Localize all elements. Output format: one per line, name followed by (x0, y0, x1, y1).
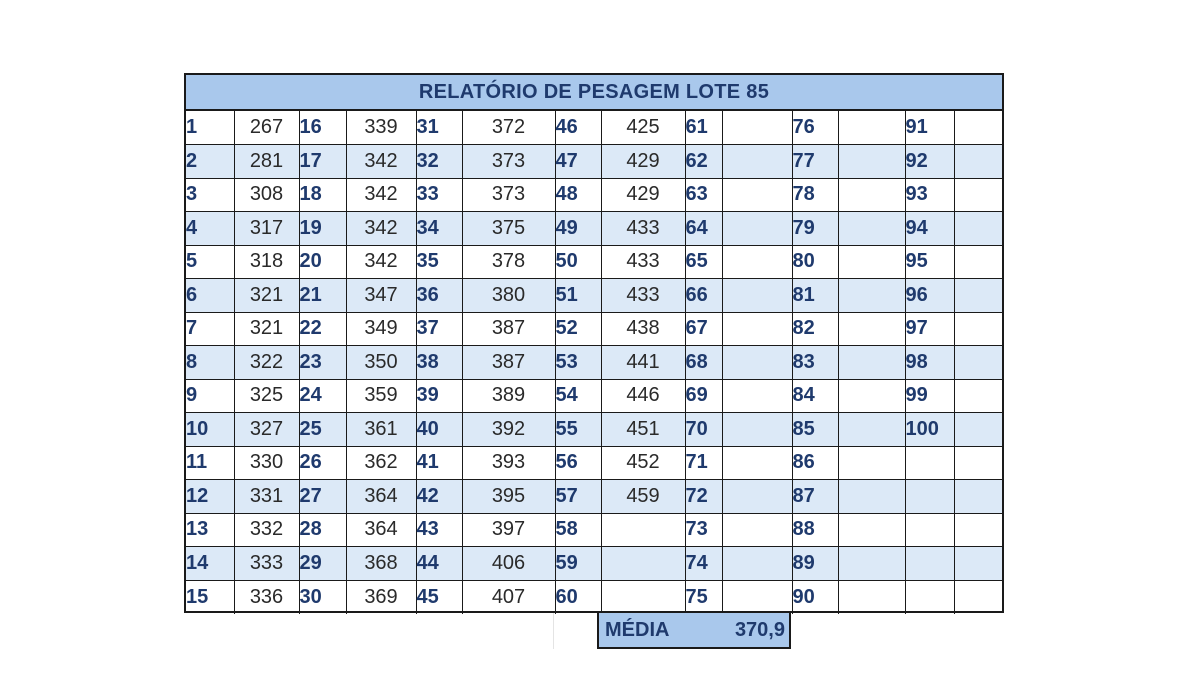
weight-cell[interactable]: 364 (346, 480, 416, 514)
weight-cell[interactable]: 308 (234, 178, 299, 212)
item-number-cell[interactable]: 10 (186, 413, 234, 447)
table-row (186, 513, 1002, 547)
weight-cell[interactable]: 349 (346, 312, 416, 346)
item-number-cell[interactable]: 85 (792, 413, 838, 447)
item-number-cell[interactable] (905, 547, 954, 581)
item-number-cell[interactable]: 41 (416, 446, 462, 480)
item-number-cell[interactable]: 36 (416, 279, 462, 313)
item-number-cell[interactable]: 46 (555, 111, 601, 145)
item-number-cell[interactable] (905, 580, 954, 614)
item-number-cell[interactable] (905, 480, 954, 514)
item-number-cell[interactable]: 19 (299, 212, 346, 246)
table-row (186, 212, 1002, 246)
weighing-report-table (184, 73, 1004, 613)
item-number-cell[interactable]: 69 (685, 379, 722, 413)
item-number-cell[interactable]: 86 (792, 446, 838, 480)
weight-cell[interactable]: 433 (601, 212, 685, 246)
table-row (186, 413, 1002, 447)
weight-cell[interactable] (954, 379, 1002, 413)
item-number-cell[interactable]: 72 (685, 480, 722, 514)
item-number-cell[interactable]: 96 (905, 279, 954, 313)
weight-cell[interactable]: 459 (601, 480, 685, 514)
weight-cell[interactable]: 359 (346, 379, 416, 413)
item-number-cell[interactable]: 64 (685, 212, 722, 246)
weight-cell[interactable] (954, 212, 1002, 246)
weight-cell[interactable]: 325 (234, 379, 299, 413)
item-number-cell[interactable]: 56 (555, 446, 601, 480)
weight-cell[interactable]: 395 (462, 480, 555, 514)
weight-cell[interactable]: 392 (462, 413, 555, 447)
weight-cell[interactable]: 339 (346, 111, 416, 145)
item-number-cell[interactable]: 52 (555, 312, 601, 346)
weight-cell[interactable]: 429 (601, 145, 685, 179)
weight-cell[interactable] (838, 547, 905, 581)
weight-cell[interactable]: 318 (234, 245, 299, 279)
item-number-cell[interactable]: 90 (792, 580, 838, 614)
weight-cell[interactable] (838, 245, 905, 279)
item-number-cell[interactable]: 91 (905, 111, 954, 145)
weight-cell[interactable]: 452 (601, 446, 685, 480)
weight-cell[interactable] (954, 178, 1002, 212)
item-number-cell[interactable]: 92 (905, 145, 954, 179)
table-row (186, 178, 1002, 212)
weight-cell[interactable] (722, 279, 792, 313)
weight-cell[interactable]: 380 (462, 279, 555, 313)
weight-cell[interactable] (954, 580, 1002, 614)
item-number-cell[interactable]: 11 (186, 446, 234, 480)
weight-cell[interactable] (722, 245, 792, 279)
item-number-cell[interactable]: 8 (186, 346, 234, 380)
item-number-cell[interactable]: 73 (685, 513, 722, 547)
item-number-cell[interactable]: 22 (299, 312, 346, 346)
weight-cell[interactable] (954, 111, 1002, 145)
table-row (186, 111, 1002, 145)
weight-cell[interactable]: 342 (346, 212, 416, 246)
weight-cell[interactable]: 407 (462, 580, 555, 614)
weight-cell[interactable]: 387 (462, 312, 555, 346)
weight-cell[interactable]: 322 (234, 346, 299, 380)
item-number-cell[interactable]: 54 (555, 379, 601, 413)
item-number-cell[interactable]: 29 (299, 547, 346, 581)
weight-cell[interactable]: 321 (234, 312, 299, 346)
item-number-cell[interactable]: 20 (299, 245, 346, 279)
item-number-cell[interactable]: 16 (299, 111, 346, 145)
item-number-cell[interactable]: 37 (416, 312, 462, 346)
weight-cell[interactable] (722, 513, 792, 547)
weight-cell[interactable]: 362 (346, 446, 416, 480)
item-number-cell[interactable]: 17 (299, 145, 346, 179)
weight-cell[interactable] (601, 547, 685, 581)
item-number-cell[interactable]: 99 (905, 379, 954, 413)
weight-cell[interactable] (838, 111, 905, 145)
weight-cell[interactable]: 336 (234, 580, 299, 614)
item-number-cell[interactable]: 77 (792, 145, 838, 179)
item-number-cell[interactable]: 65 (685, 245, 722, 279)
weight-cell[interactable]: 347 (346, 279, 416, 313)
item-number-cell[interactable]: 87 (792, 480, 838, 514)
table-row (186, 312, 1002, 346)
item-number-cell[interactable]: 44 (416, 547, 462, 581)
weight-cell[interactable] (954, 245, 1002, 279)
item-number-cell[interactable]: 53 (555, 346, 601, 380)
item-number-cell[interactable]: 9 (186, 379, 234, 413)
item-number-cell[interactable]: 97 (905, 312, 954, 346)
item-number-cell[interactable]: 12 (186, 480, 234, 514)
weight-cell[interactable] (838, 279, 905, 313)
item-number-cell[interactable]: 55 (555, 413, 601, 447)
item-number-cell[interactable]: 57 (555, 480, 601, 514)
weight-cell[interactable] (954, 346, 1002, 380)
item-number-cell[interactable]: 58 (555, 513, 601, 547)
weight-cell[interactable]: 333 (234, 547, 299, 581)
item-number-cell[interactable]: 63 (685, 178, 722, 212)
weight-cell[interactable] (954, 145, 1002, 179)
weight-cell[interactable] (838, 178, 905, 212)
item-number-cell[interactable] (905, 513, 954, 547)
weight-cell[interactable] (954, 547, 1002, 581)
item-number-cell[interactable]: 13 (186, 513, 234, 547)
item-number-cell[interactable]: 32 (416, 145, 462, 179)
weight-cell[interactable] (838, 446, 905, 480)
weight-cell[interactable]: 378 (462, 245, 555, 279)
item-number-cell[interactable]: 78 (792, 178, 838, 212)
weight-cell[interactable] (722, 379, 792, 413)
item-number-cell[interactable]: 7 (186, 312, 234, 346)
weight-cell[interactable] (722, 111, 792, 145)
weight-cell[interactable]: 429 (601, 178, 685, 212)
weight-cell[interactable]: 451 (601, 413, 685, 447)
weight-cell[interactable]: 267 (234, 111, 299, 145)
item-number-cell[interactable]: 35 (416, 245, 462, 279)
weight-cell[interactable]: 433 (601, 279, 685, 313)
item-number-cell[interactable]: 42 (416, 480, 462, 514)
item-number-cell[interactable]: 61 (685, 111, 722, 145)
weight-cell[interactable] (838, 379, 905, 413)
item-number-cell[interactable]: 45 (416, 580, 462, 614)
table-row (186, 446, 1002, 480)
item-number-cell[interactable]: 81 (792, 279, 838, 313)
weight-cell[interactable] (722, 413, 792, 447)
table-row (186, 580, 1002, 614)
weight-cell[interactable]: 350 (346, 346, 416, 380)
table-row (186, 346, 1002, 380)
weight-cell[interactable] (954, 446, 1002, 480)
item-number-cell[interactable]: 100 (905, 413, 954, 447)
item-number-cell[interactable]: 50 (555, 245, 601, 279)
table-row (186, 547, 1002, 581)
item-number-cell[interactable]: 47 (555, 145, 601, 179)
item-number-cell[interactable]: 40 (416, 413, 462, 447)
weight-cell[interactable] (838, 346, 905, 380)
weight-cell[interactable] (722, 346, 792, 380)
weight-cell[interactable] (601, 513, 685, 547)
weight-cell[interactable]: 364 (346, 513, 416, 547)
item-number-cell[interactable]: 89 (792, 547, 838, 581)
item-number-cell[interactable]: 94 (905, 212, 954, 246)
weight-cell[interactable]: 368 (346, 547, 416, 581)
weight-cell[interactable]: 389 (462, 379, 555, 413)
item-number-cell[interactable]: 4 (186, 212, 234, 246)
weight-cell[interactable] (954, 413, 1002, 447)
weight-cell[interactable]: 342 (346, 145, 416, 179)
weight-cell[interactable]: 446 (601, 379, 685, 413)
weight-cell[interactable]: 330 (234, 446, 299, 480)
item-number-cell[interactable]: 27 (299, 480, 346, 514)
average-label: MÉDIA (605, 618, 670, 641)
item-number-cell[interactable]: 83 (792, 346, 838, 380)
item-number-cell[interactable]: 5 (186, 245, 234, 279)
weight-cell[interactable]: 373 (462, 145, 555, 179)
item-number-cell[interactable]: 88 (792, 513, 838, 547)
weight-cell[interactable] (722, 580, 792, 614)
weight-cell[interactable] (838, 312, 905, 346)
weight-cell[interactable] (838, 513, 905, 547)
weight-cell[interactable] (954, 480, 1002, 514)
average-value: 370,9 (734, 618, 785, 641)
weight-cell[interactable]: 327 (234, 413, 299, 447)
item-number-cell[interactable]: 2 (186, 145, 234, 179)
item-number-cell[interactable]: 30 (299, 580, 346, 614)
item-number-cell[interactable]: 23 (299, 346, 346, 380)
item-number-cell[interactable]: 95 (905, 245, 954, 279)
item-number-cell[interactable]: 67 (685, 312, 722, 346)
weight-cell[interactable]: 433 (601, 245, 685, 279)
weight-cell[interactable]: 425 (601, 111, 685, 145)
weight-cell[interactable]: 342 (346, 178, 416, 212)
weight-cell[interactable] (722, 312, 792, 346)
weight-cell[interactable]: 373 (462, 178, 555, 212)
weight-cell[interactable]: 317 (234, 212, 299, 246)
weight-cell[interactable]: 397 (462, 513, 555, 547)
item-number-cell[interactable]: 74 (685, 547, 722, 581)
item-number-cell[interactable]: 31 (416, 111, 462, 145)
item-number-cell[interactable]: 38 (416, 346, 462, 380)
item-number-cell[interactable]: 82 (792, 312, 838, 346)
weight-cell[interactable]: 369 (346, 580, 416, 614)
table-row (186, 279, 1002, 313)
divider (553, 613, 554, 649)
weight-cell[interactable]: 375 (462, 212, 555, 246)
report-title: RELATÓRIO DE PESAGEM LOTE 85 (186, 75, 1002, 111)
item-number-cell[interactable]: 48 (555, 178, 601, 212)
item-number-cell[interactable]: 75 (685, 580, 722, 614)
weight-cell[interactable]: 342 (346, 245, 416, 279)
item-number-cell[interactable]: 39 (416, 379, 462, 413)
item-number-cell[interactable]: 66 (685, 279, 722, 313)
item-number-cell[interactable]: 24 (299, 379, 346, 413)
weights-grid (186, 111, 1002, 614)
weight-cell[interactable]: 406 (462, 547, 555, 581)
weight-cell[interactable]: 331 (234, 480, 299, 514)
weight-cell[interactable] (601, 580, 685, 614)
item-number-cell[interactable]: 26 (299, 446, 346, 480)
item-number-cell[interactable]: 14 (186, 547, 234, 581)
weight-cell[interactable]: 441 (601, 346, 685, 380)
item-number-cell[interactable]: 28 (299, 513, 346, 547)
item-number-cell[interactable]: 70 (685, 413, 722, 447)
item-number-cell[interactable] (905, 446, 954, 480)
item-number-cell[interactable]: 93 (905, 178, 954, 212)
weight-cell[interactable] (838, 580, 905, 614)
weight-cell[interactable]: 387 (462, 346, 555, 380)
weight-cell[interactable] (722, 212, 792, 246)
weight-cell[interactable] (838, 480, 905, 514)
item-number-cell[interactable]: 6 (186, 279, 234, 313)
weight-cell[interactable]: 281 (234, 145, 299, 179)
weight-cell[interactable]: 361 (346, 413, 416, 447)
weight-cell[interactable] (722, 145, 792, 179)
weight-cell[interactable]: 332 (234, 513, 299, 547)
weight-cell[interactable]: 372 (462, 111, 555, 145)
item-number-cell[interactable]: 79 (792, 212, 838, 246)
item-number-cell[interactable]: 43 (416, 513, 462, 547)
weight-cell[interactable] (954, 513, 1002, 547)
item-number-cell[interactable]: 51 (555, 279, 601, 313)
item-number-cell[interactable]: 80 (792, 245, 838, 279)
weight-cell[interactable]: 393 (462, 446, 555, 480)
item-number-cell[interactable]: 62 (685, 145, 722, 179)
weight-cell[interactable] (954, 312, 1002, 346)
weight-cell[interactable] (722, 480, 792, 514)
item-number-cell[interactable]: 60 (555, 580, 601, 614)
item-number-cell[interactable]: 68 (685, 346, 722, 380)
item-number-cell[interactable]: 1 (186, 111, 234, 145)
weight-cell[interactable] (722, 178, 792, 212)
average-box (597, 613, 791, 649)
weight-cell[interactable]: 321 (234, 279, 299, 313)
table-row (186, 379, 1002, 413)
weight-cell[interactable] (838, 212, 905, 246)
table-row (186, 480, 1002, 514)
weight-cell[interactable] (722, 446, 792, 480)
table-row (186, 145, 1002, 179)
item-number-cell[interactable]: 15 (186, 580, 234, 614)
table-row (186, 245, 1002, 279)
item-number-cell[interactable]: 76 (792, 111, 838, 145)
item-number-cell[interactable]: 34 (416, 212, 462, 246)
item-number-cell[interactable]: 98 (905, 346, 954, 380)
item-number-cell[interactable]: 71 (685, 446, 722, 480)
item-number-cell[interactable]: 59 (555, 547, 601, 581)
item-number-cell[interactable]: 84 (792, 379, 838, 413)
item-number-cell[interactable]: 3 (186, 178, 234, 212)
weight-cell[interactable] (838, 413, 905, 447)
weight-cell[interactable]: 438 (601, 312, 685, 346)
weight-cell[interactable] (838, 145, 905, 179)
weight-cell[interactable] (954, 279, 1002, 313)
item-number-cell[interactable]: 21 (299, 279, 346, 313)
item-number-cell[interactable]: 49 (555, 212, 601, 246)
item-number-cell[interactable]: 33 (416, 178, 462, 212)
weight-cell[interactable] (722, 547, 792, 581)
item-number-cell[interactable]: 25 (299, 413, 346, 447)
item-number-cell[interactable]: 18 (299, 178, 346, 212)
